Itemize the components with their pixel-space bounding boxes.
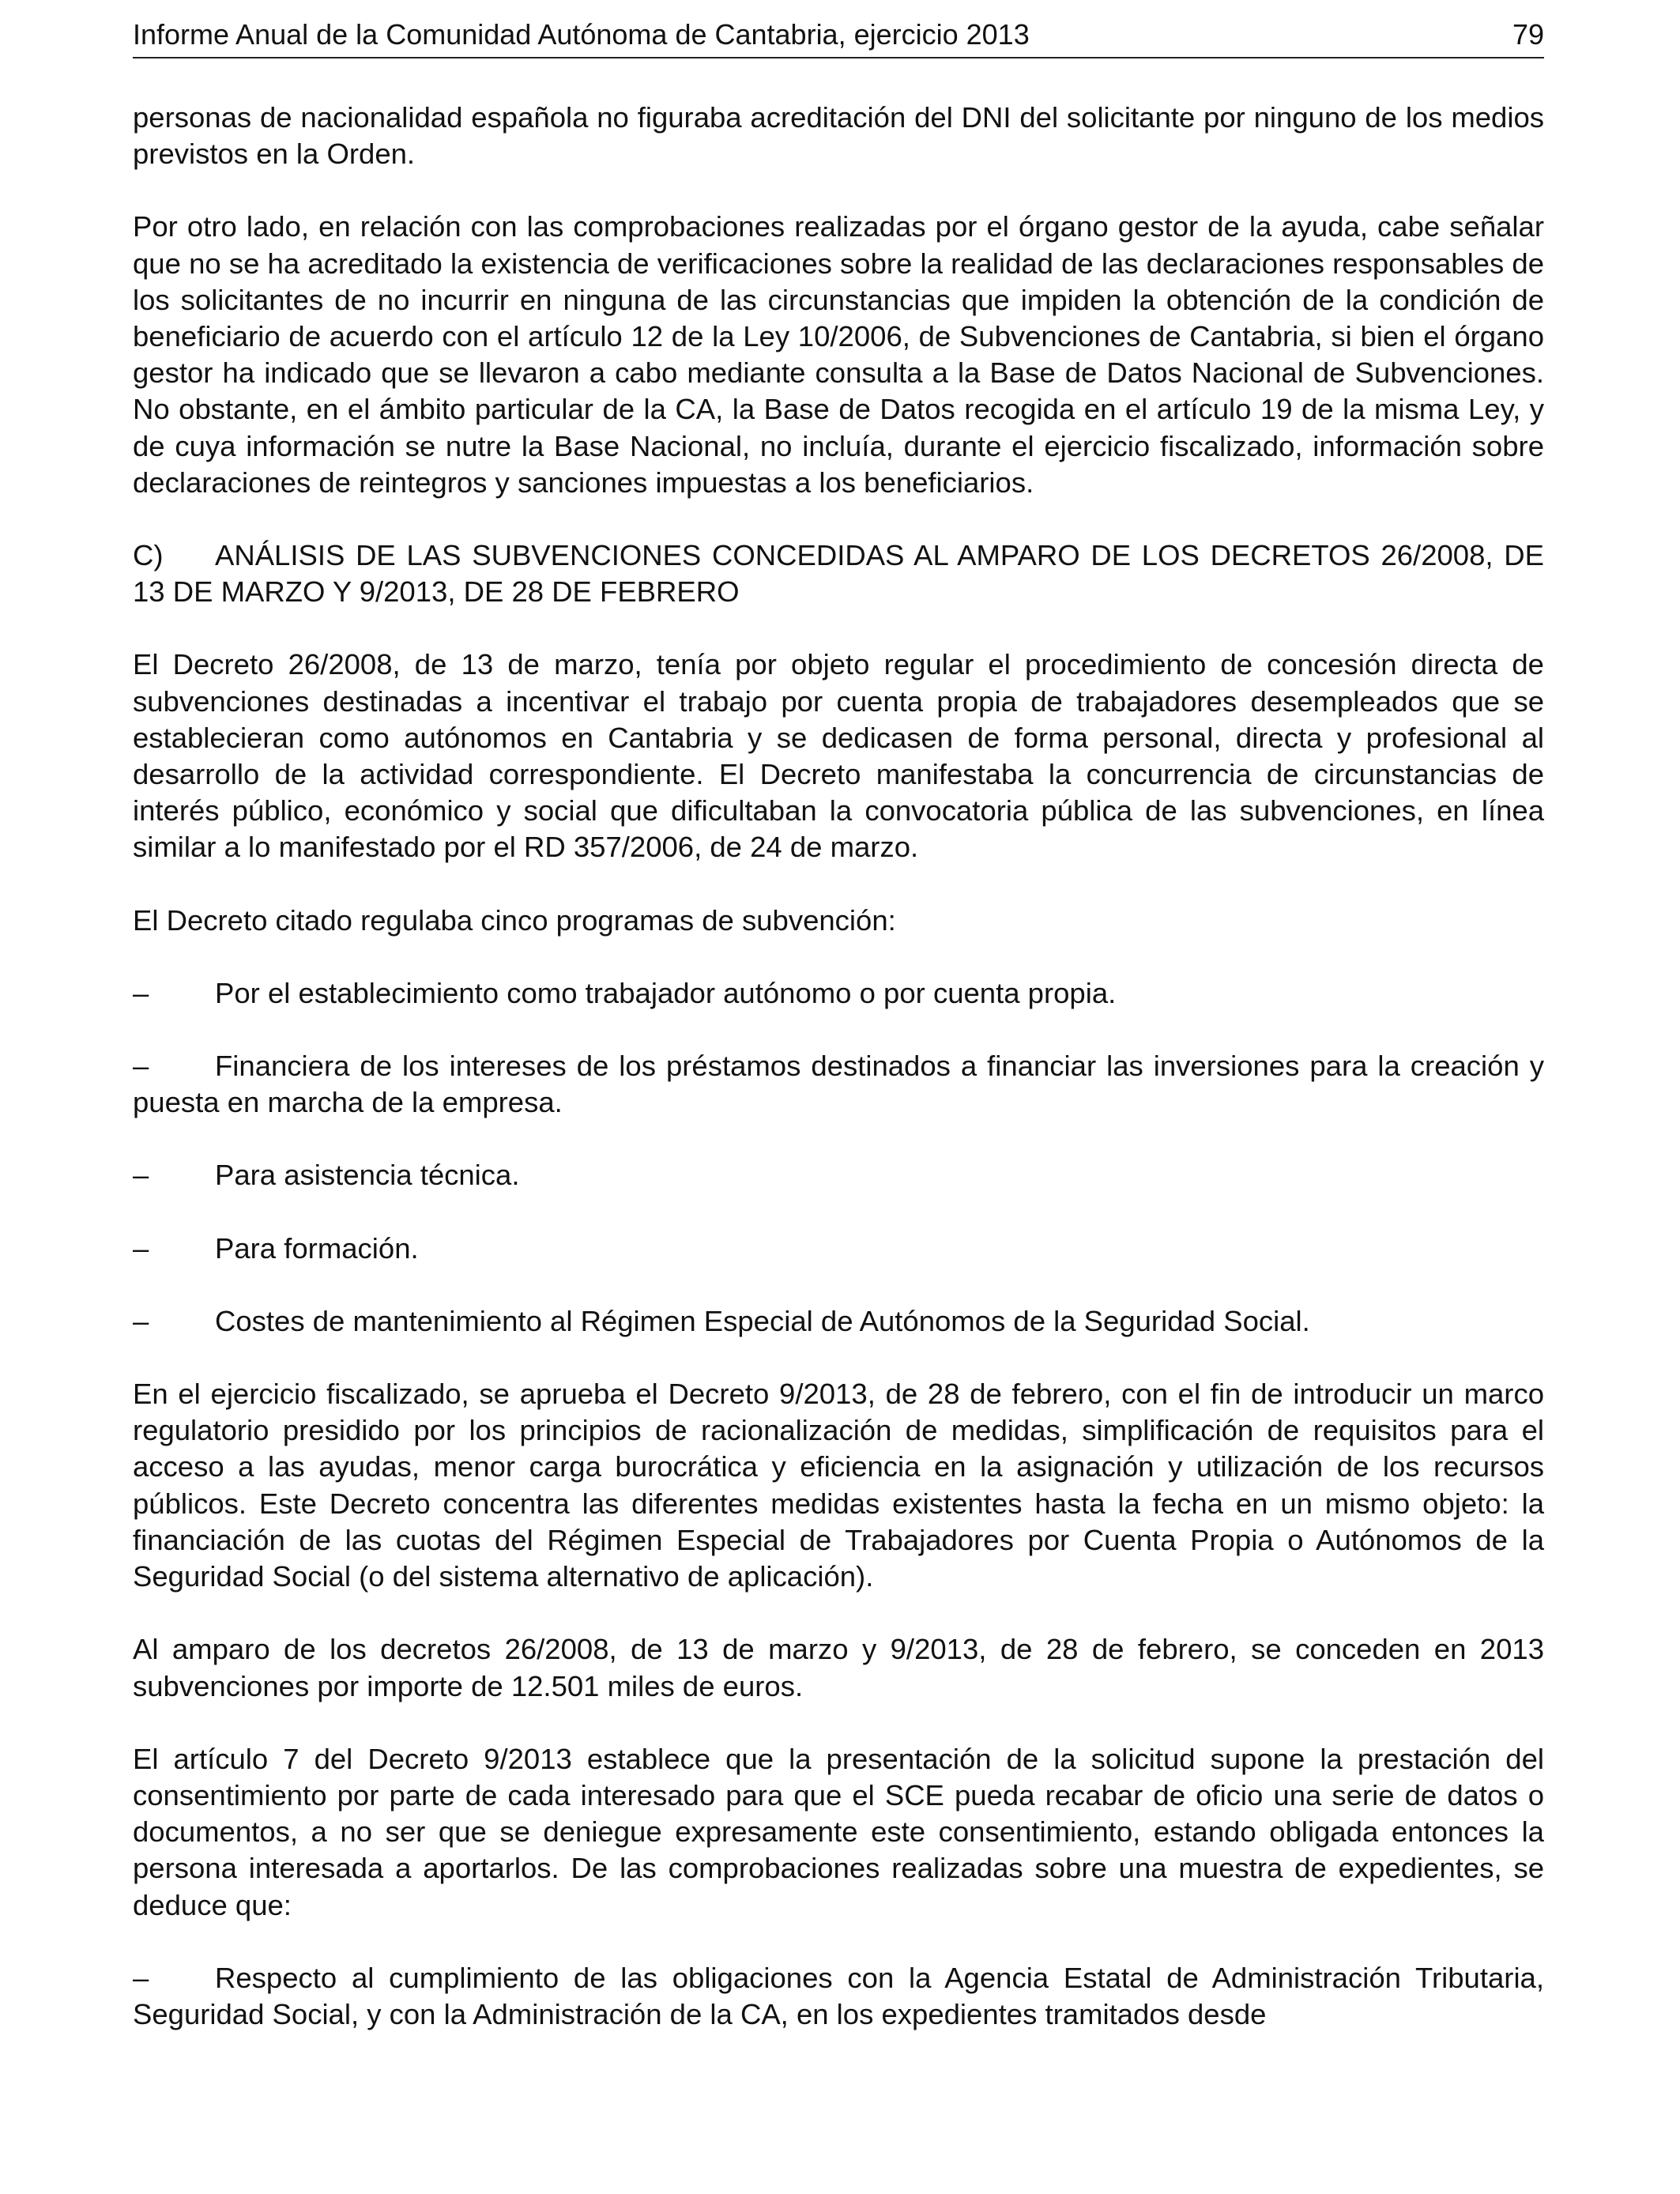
list-item [133,1960,1544,2033]
dash-bullet: – [133,1304,149,1337]
list-item [133,1157,1544,1193]
paragraph-4: El Decreto citado regulaba cinco programas de subvención: [133,903,896,937]
dash-bullet: – [133,1159,149,1192]
header-title: Informe Anual de la Comunidad Autónoma de Cantabria, ejercicio 2013 [133,18,1030,51]
paragraph-1: personas de nacionalidad española no figuraba acreditación del DNI del solicitante por ninguno de los medios previstos en la Orden. [133,101,1544,171]
paragraph-5: En el ejercicio fiscalizado, se aprueba el Decreto 9/2013, de 28 de febrero, con el fin de introducir un marco regulatorio presidido por los principios de racionalización de medidas, simplificación de requisitos para el acceso a las ayudas, menor carga burocrática y eficiencia en la asignación y utilización de los recursos públicos. Este Decreto concentra las diferentes medidas existentes hasta la fecha en un mismo objeto: la financiación de las cuotas del Régimen Especial de Trabajadores por Cuenta Propia o Autónomos de la Seguridad Social (o del sistema alternativo de aplicación). [133,1378,1544,1593]
list-item [133,975,1544,1012]
page-number: 79 [1512,18,1544,51]
dash-bullet: – [133,976,149,1009]
list-item [133,1231,1544,1267]
list-item-text: Financiera de los intereses de los préstamos destinados a financiar las inversiones para la creación y puesta en marcha de la empresa. [133,1050,1544,1119]
paragraph-6: Al amparo de los decretos 26/2008, de 13 de marzo y 9/2013, de 28 de febrero, se conceden en 2013 subvenciones por importe de 12.501 miles de euros. [133,1633,1544,1702]
section-letter: C) [133,539,164,572]
list-item [133,1048,1544,1121]
paragraph-3: El Decreto 26/2008, de 13 de marzo, tenía por objeto regular el procedimiento de concesión directa de subvenciones destinadas a incentivar el trabajo por cuenta propia de trabajadores desempleados que se establecieran como autónomos en Cantabria y se dedicasen de forma personal, directa y profesional al desarrollo de la actividad correspondiente. El Decreto manifestaba la concurrencia de circunstancias de interés público, económico y social que dificultaban la convocatoria pública de las subvenciones, en línea similar a lo manifestado por el RD 357/2006, de 24 de marzo. [133,648,1544,864]
section-heading-c [133,537,1544,610]
dash-bullet: – [133,1231,149,1265]
page-header [133,16,1544,58]
list-item-text: Para asistencia técnica. [215,1159,520,1192]
list-item [133,1303,1544,1340]
list-item-text: Por el establecimiento como trabajador autónomo o por cuenta propia. [215,976,1117,1009]
document-page [133,16,1544,2033]
list-item-text: Para formación. [215,1231,419,1265]
dash-bullet: – [133,1050,149,1083]
list-item-text: Costes de mantenimiento al Régimen Especial de Autónomos de la Seguridad Social. [215,1304,1310,1337]
paragraph-7: El artículo 7 del Decreto 9/2013 establece que la presentación de la solicitud supone la prestación del consentimiento por parte de cada interesado para que el SCE pueda recabar de oficio una serie de datos o documentos, a no ser que se deniegue expresamente este consentimiento, estando obligada entonces la persona interesada a aportarlos. De las comprobaciones realizadas sobre una muestra de expedientes, se deduce que: [133,1742,1544,1921]
dash-bullet: – [133,1961,149,1994]
section-title: ANÁLISIS DE LAS SUBVENCIONES CONCEDIDAS AL AMPARO DE LOS DECRETOS 26/2008, DE 13 DE MARZO Y 9/2013, DE 28 DE FEBRERO [133,539,1544,609]
paragraph-2: Por otro lado, en relación con las comprobaciones realizadas por el órgano gestor de la ayuda, cabe señalar que no se ha acreditado la existencia de verificaciones sobre la realidad de las declaraciones responsables de los solicitantes de no incurrir en ninguna de las circunstancias que impiden la obtención de la condición de beneficiario de acuerdo con el artículo 12 de la Ley 10/2006, de Subvenciones de Cantabria, si bien el órgano gestor ha indicado que se llevaron a cabo mediante consulta a la Base de Datos Nacional de Subvenciones. No obstante, en el ámbito particular de la CA, la Base de Datos recogida en el artículo 19 de la misma Ley, y de cuya información se nutre la Base Nacional, no incluía, durante el ejercicio fiscalizado, información sobre declaraciones de reintegros y sanciones impuestas a los beneficiarios. [133,210,1544,499]
list-item-text: Respecto al cumplimiento de las obligaciones con la Agencia Estatal de Administración Tributaria, Seguridad Social, y con la Administración de la CA, en los expedientes tramitados desde [133,1961,1544,2030]
